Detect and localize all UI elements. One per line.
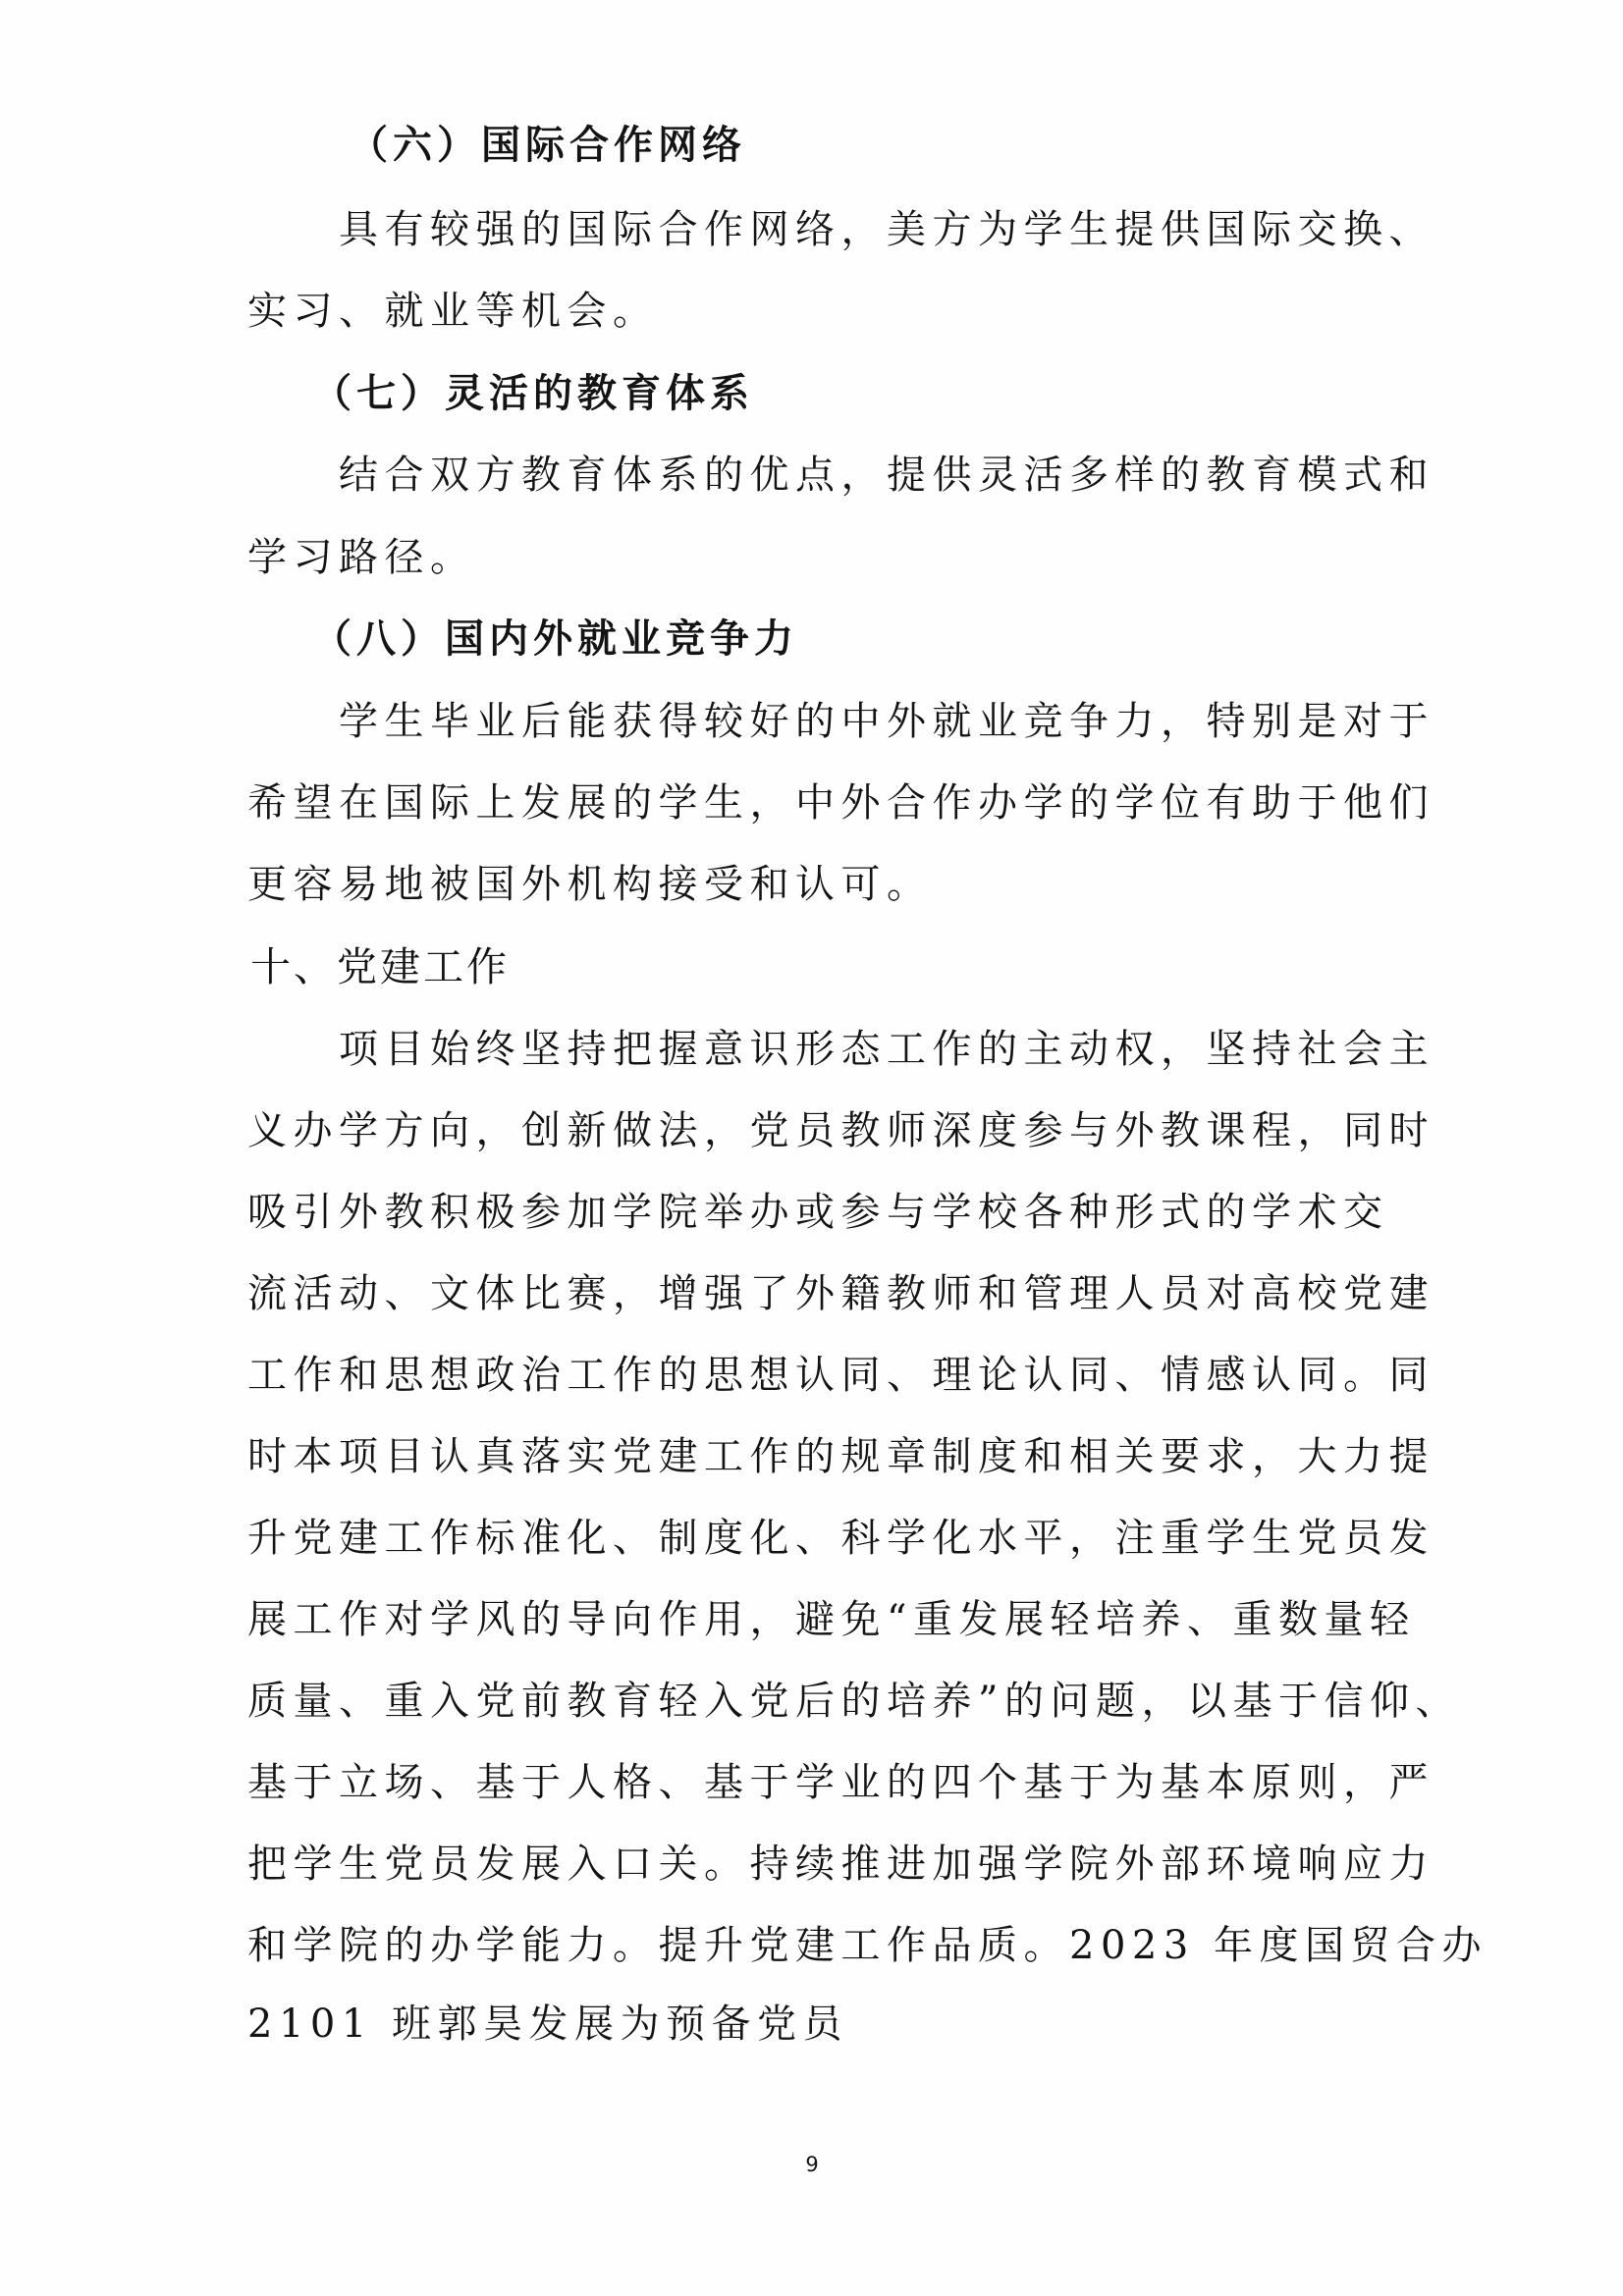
paragraph-line: 和学院的办学能力。提升党建工作品质。2023 年度国贸合办: [247, 1923, 1488, 1968]
paragraph-line: 展工作对学风的导向作用，避免“重发展轻培养、重数量轻: [247, 1597, 1416, 1642]
paragraph-line: 吸引外教积极参加学院举办或参与学校各种形式的学术交: [247, 1190, 1389, 1235]
paragraph-line: 2101 班郭昊发展为预备党员: [247, 2002, 849, 2047]
page-number: 9: [805, 2153, 819, 2176]
paragraph-line: 希望在国际上发展的学生，中外合作办学的学位有助于他们: [247, 780, 1434, 826]
paragraph-line: 具有较强的国际合作网络，美方为学生提供国际交换、: [339, 207, 1434, 252]
paragraph-line: 项目始终坚持把握意识形态工作的主动权，坚持社会主: [339, 1027, 1434, 1072]
paragraph-line: 工作和思想政治工作的思想认同、理论认同、情感认同。同: [247, 1353, 1434, 1398]
paragraph-line: 升党建工作标准化、制度化、科学化水平，注重学生党员发: [247, 1516, 1434, 1561]
paragraph-line: 学生毕业后能获得较好的中外就业竞争力，特别是对于: [339, 699, 1434, 744]
section-heading-party-building: 十、党建工作: [250, 943, 510, 990]
subsection-heading-flexible-education: （七）灵活的教育体系: [312, 370, 754, 416]
subsection-heading-employment-competitiveness: （八）国内外就业竞争力: [312, 615, 798, 662]
paragraph-line: 更容易地被国外机构接受和认可。: [247, 862, 933, 907]
paragraph-line: 实习、就业等机会。: [247, 289, 659, 334]
paragraph-line: 时本项目认真落实党建工作的规章制度和相关要求，大力提: [247, 1434, 1434, 1479]
paragraph-line: 质量、重入党前教育轻入党后的培养”的问题，以基于信仰、: [247, 1679, 1461, 1724]
paragraph-line: 义办学方向，创新做法，党员教师深度参与外教课程，同时: [247, 1108, 1434, 1153]
paragraph-line: 学习路径。: [247, 535, 476, 580]
paragraph-line: 基于立场、基于人格、基于学业的四个基于为基本原则，严: [247, 1760, 1434, 1805]
paragraph-line: 流活动、文体比赛，增强了外籍教师和管理人员对高校党建: [247, 1271, 1434, 1316]
paragraph-line: 结合双方教育体系的优点，提供灵活多样的教育模式和: [339, 453, 1434, 498]
subsection-heading-international-network: （六）国际合作网络: [349, 122, 746, 168]
paragraph-line: 把学生党员发展入口关。持续推进加强学院外部环境响应力: [247, 1842, 1434, 1887]
